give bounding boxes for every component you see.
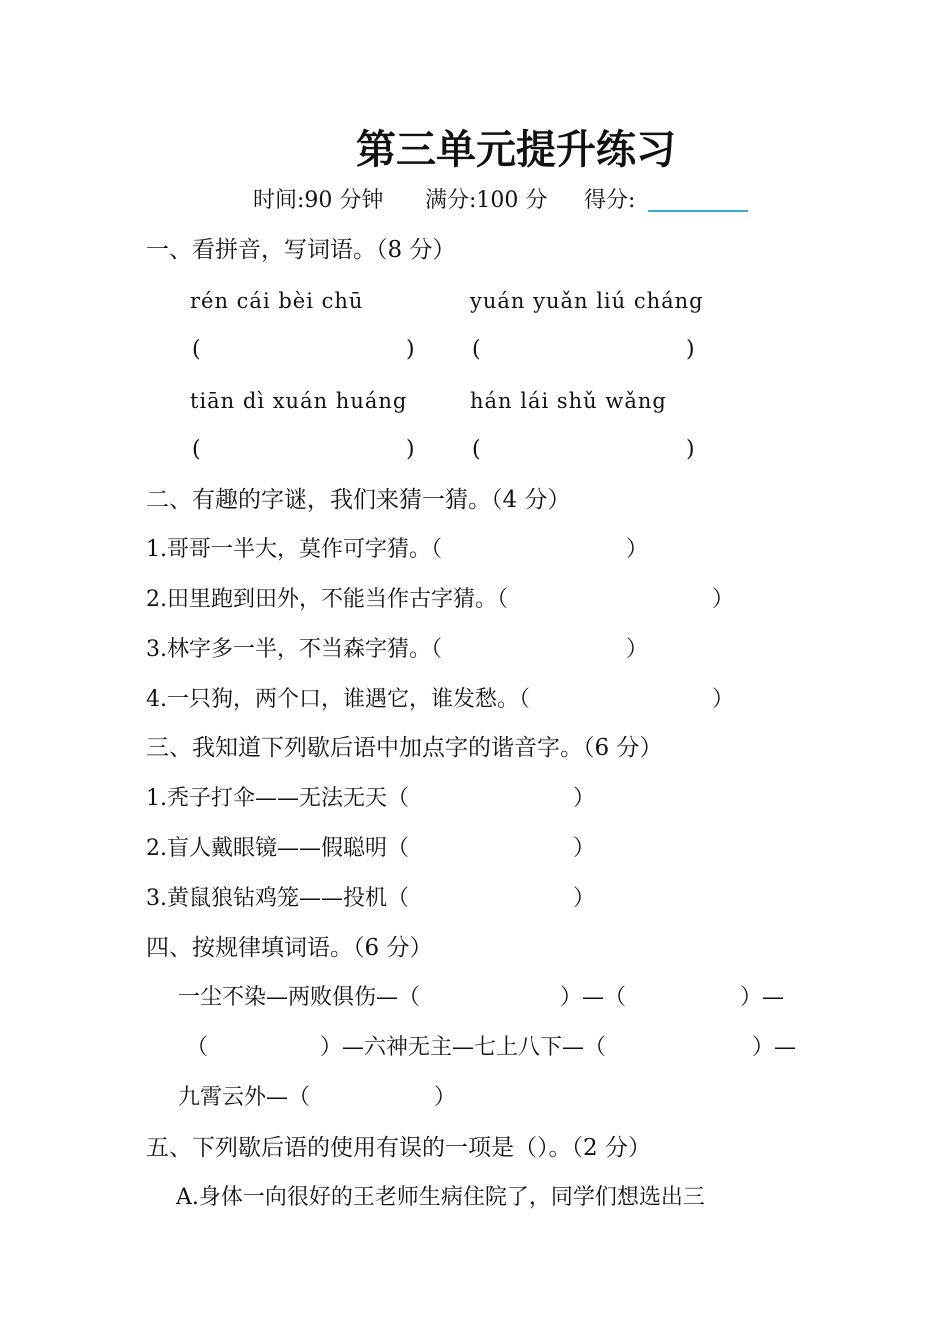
- answer-blank-1-close: ): [406, 337, 415, 362]
- xiehouyu-1: 1.秃子打伞——无法无天（: [146, 786, 409, 811]
- answer-blank-2-close: ): [686, 337, 695, 362]
- section-4-heading: 四、按规律填词语。（6 分）: [146, 935, 433, 961]
- pattern-line-2b: ）—六神无主—七上八下—（: [320, 1035, 607, 1060]
- answer-blank-2-open[interactable]: (: [472, 337, 481, 362]
- pattern-line-1a: 一尘不染—两败俱伤—（: [178, 985, 421, 1010]
- xiehouyu-2-close: ）: [573, 836, 596, 861]
- riddle-2: 2.田里跑到田外，不能当作古字猜。（: [146, 587, 508, 612]
- pinyin-1: rén cái bèi chū: [190, 289, 364, 313]
- pattern-line-3a: 九霄云外—（: [178, 1085, 311, 1110]
- xiehouyu-2: 2.盲人戴眼镜——假聪明（: [146, 836, 409, 861]
- pinyin-4: hán lái shǔ wǎng: [470, 389, 667, 413]
- riddle-1-close: ）: [626, 537, 649, 562]
- answer-blank-3-open[interactable]: (: [192, 437, 201, 462]
- page-title: 第三单元提升练习: [356, 126, 676, 173]
- pattern-line-2a: （: [186, 1035, 209, 1060]
- answer-blank-4-open[interactable]: (: [472, 437, 481, 462]
- riddle-3-close: ）: [626, 637, 649, 662]
- section-2-heading: 二、有趣的字谜，我们来猜一猜。（4 分）: [146, 487, 571, 513]
- answer-blank-1-open[interactable]: (: [192, 337, 201, 362]
- score-label: 得分:: [584, 188, 636, 213]
- answer-blank-3-close: ): [406, 437, 415, 462]
- full-score-label: 满分:100 分: [425, 188, 548, 213]
- pinyin-2: yuán yuǎn liú cháng: [470, 289, 704, 313]
- pattern-line-2c: ）—: [752, 1035, 797, 1060]
- riddle-1: 1.哥哥一半大，莫作可字猜。（: [146, 537, 442, 562]
- xiehouyu-1-close: ）: [573, 786, 596, 811]
- riddle-4: 4.一只狗，两个口，谁遇它，谁发愁。（: [146, 687, 530, 712]
- pinyin-3: tiān dì xuán huáng: [190, 389, 408, 413]
- score-blank[interactable]: [648, 210, 748, 212]
- answer-blank-4-close: ): [686, 437, 695, 462]
- option-a: A.身体一向很好的王老师生病住院了，同学们想选出三: [176, 1185, 705, 1210]
- pattern-line-1b: ）—（: [560, 985, 627, 1010]
- riddle-3: 3.林字多一半，不当森字猜。（: [146, 637, 442, 662]
- section-3-heading: 三、我知道下列歇后语中加点字的谐音字。（6 分）: [146, 735, 663, 761]
- section-1-heading: 一、看拼音，写词语。（8 分）: [146, 237, 456, 263]
- xiehouyu-3-close: ）: [573, 886, 596, 911]
- xiehouyu-3: 3.黄鼠狼钻鸡笼——投机（: [146, 886, 409, 911]
- pattern-line-1c: ）—: [740, 985, 785, 1010]
- riddle-4-close: ）: [712, 687, 735, 712]
- time-label: 时间:90 分钟: [253, 188, 384, 213]
- section-5-heading: 五、下列歇后语的使用有误的一项是（）。（2 分）: [146, 1135, 651, 1161]
- pattern-line-3b: ）: [434, 1085, 457, 1110]
- riddle-2-close: ）: [712, 587, 735, 612]
